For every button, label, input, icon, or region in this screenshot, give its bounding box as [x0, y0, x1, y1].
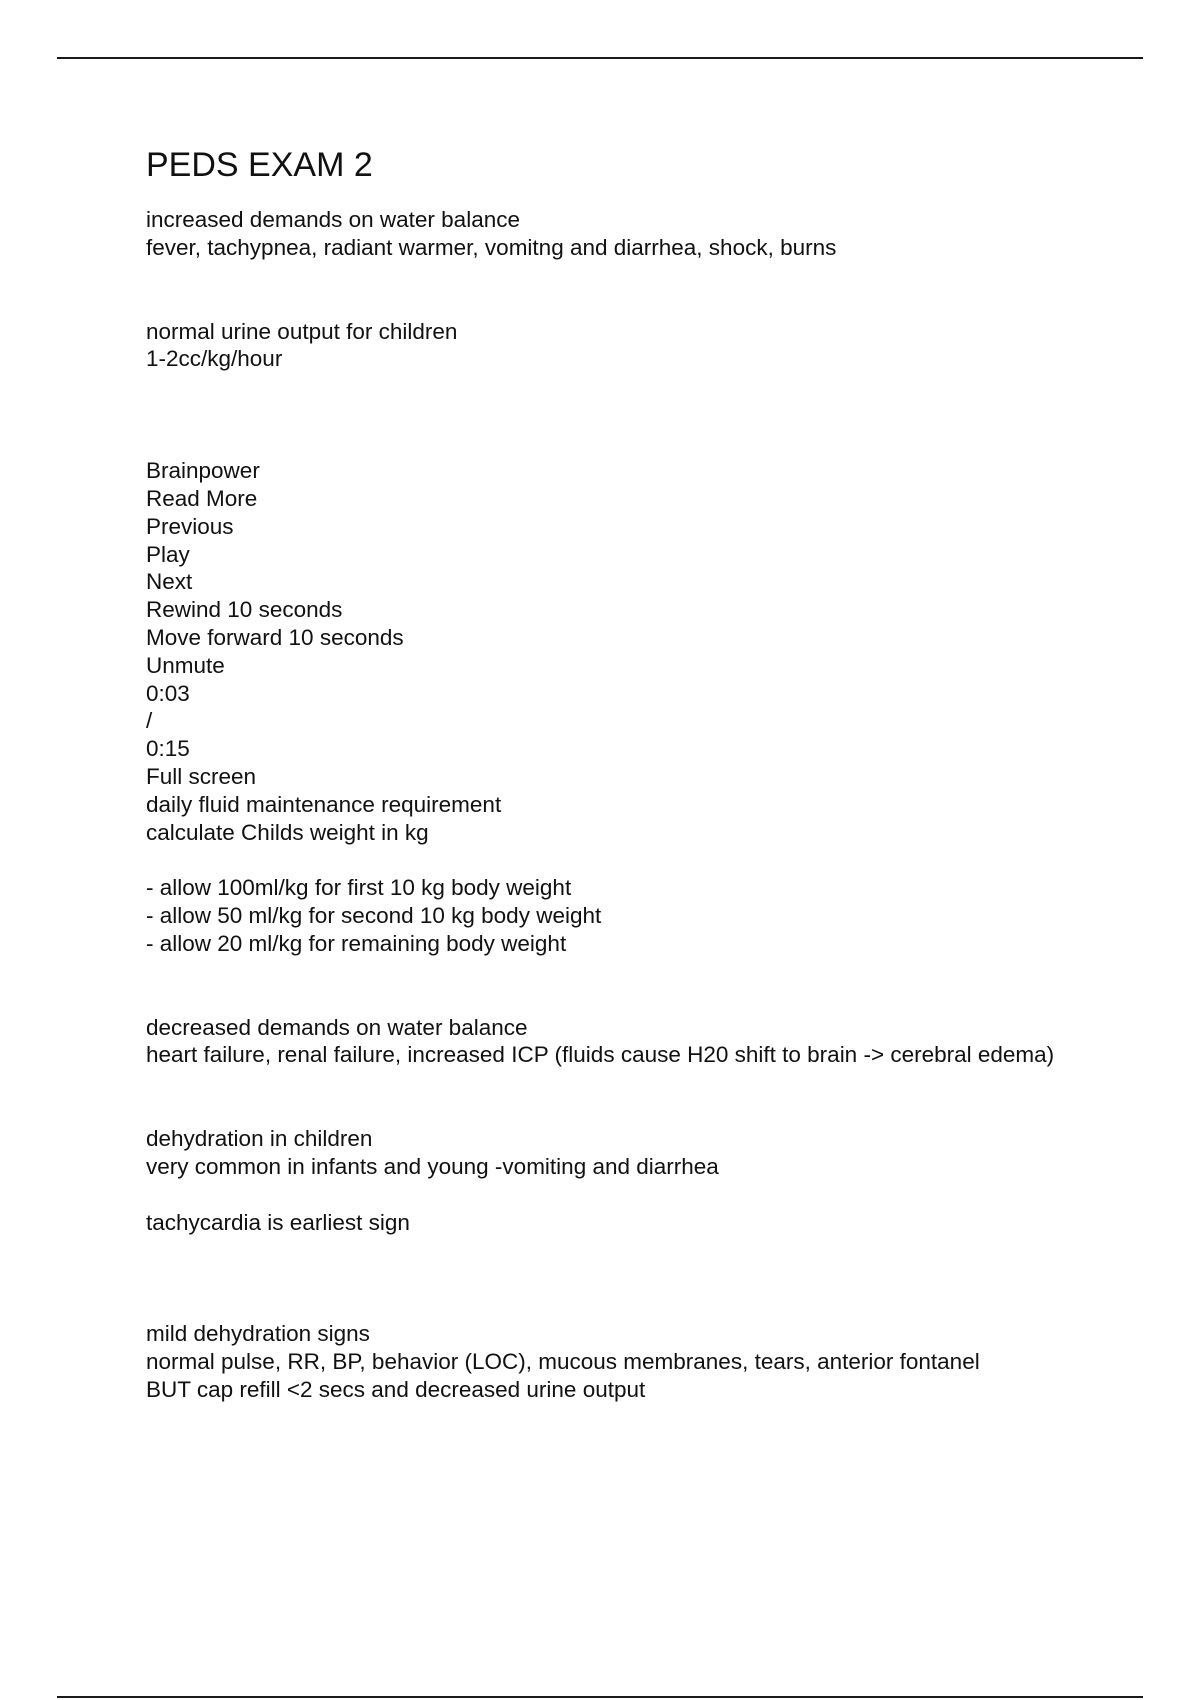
list-item: - allow 100ml/kg for first 10 kg body weight	[146, 875, 572, 901]
document-title: PEDS EXAM 2	[146, 146, 373, 184]
section-heading: daily fluid maintenance requirement	[146, 791, 502, 817]
section-text: BUT cap refill <2 secs and decreased urine output	[146, 1376, 646, 1402]
section-mild-dehydration	[146, 1320, 1106, 1403]
section-heading: increased demands on water balance	[146, 207, 520, 232]
list-item: - allow 20 ml/kg for remaining body weight	[146, 930, 567, 956]
video-label-brainpower: Brainpower	[146, 458, 260, 484]
video-label-rewind: Rewind 10 seconds	[146, 597, 343, 623]
section-dehydration	[146, 1125, 1106, 1236]
section-text: very common in infants and young -vomiting and diarrhea	[146, 1153, 719, 1179]
video-duration: 0:15	[146, 736, 190, 762]
section-text: fever, tachypnea, radiant warmer, vomitng and diarrhea, shock, burns	[146, 234, 837, 260]
section-urine-output	[146, 318, 1106, 374]
section-text: heart failure, renal failure, increased ICP (fluids cause H20 shift to brain -> cerebral edema)	[146, 1042, 1055, 1068]
list-item: - allow 50 ml/kg for second 10 kg body weight	[146, 902, 602, 928]
section-heading: dehydration in children	[146, 1126, 373, 1152]
video-current-time: 0:03	[146, 680, 190, 706]
section-heading: decreased demands on water balance	[146, 1014, 528, 1040]
section-text: 1-2cc/kg/hour	[146, 346, 283, 372]
section-heading: normal urine output for children	[146, 318, 458, 344]
video-label-unmute: Unmute	[146, 652, 225, 678]
section-increased-demands	[146, 206, 1106, 262]
section-decreased-demands	[146, 1014, 1106, 1070]
bottom-rule	[57, 1696, 1143, 1698]
video-time-separator: /	[146, 708, 153, 734]
video-label-previous: Previous	[146, 513, 234, 539]
blank-line	[146, 846, 1106, 874]
section-text: tachycardia is earliest sign	[146, 1209, 410, 1235]
section-text: calculate Childs weight in kg	[146, 819, 429, 845]
video-label-full-screen: Full screen	[146, 763, 257, 789]
video-label-next: Next	[146, 569, 193, 595]
document-body	[146, 142, 1106, 1404]
video-label-play: Play	[146, 541, 190, 567]
top-rule	[57, 57, 1143, 59]
section-fluid-maintenance	[146, 457, 1106, 957]
section-text: normal pulse, RR, BP, behavior (LOC), mucous membranes, tears, anterior fontanel	[146, 1349, 980, 1375]
video-label-read-more: Read More	[146, 485, 258, 511]
video-label-forward: Move forward 10 seconds	[146, 624, 404, 650]
section-heading: mild dehydration signs	[146, 1321, 370, 1347]
blank-line	[146, 1181, 1106, 1209]
